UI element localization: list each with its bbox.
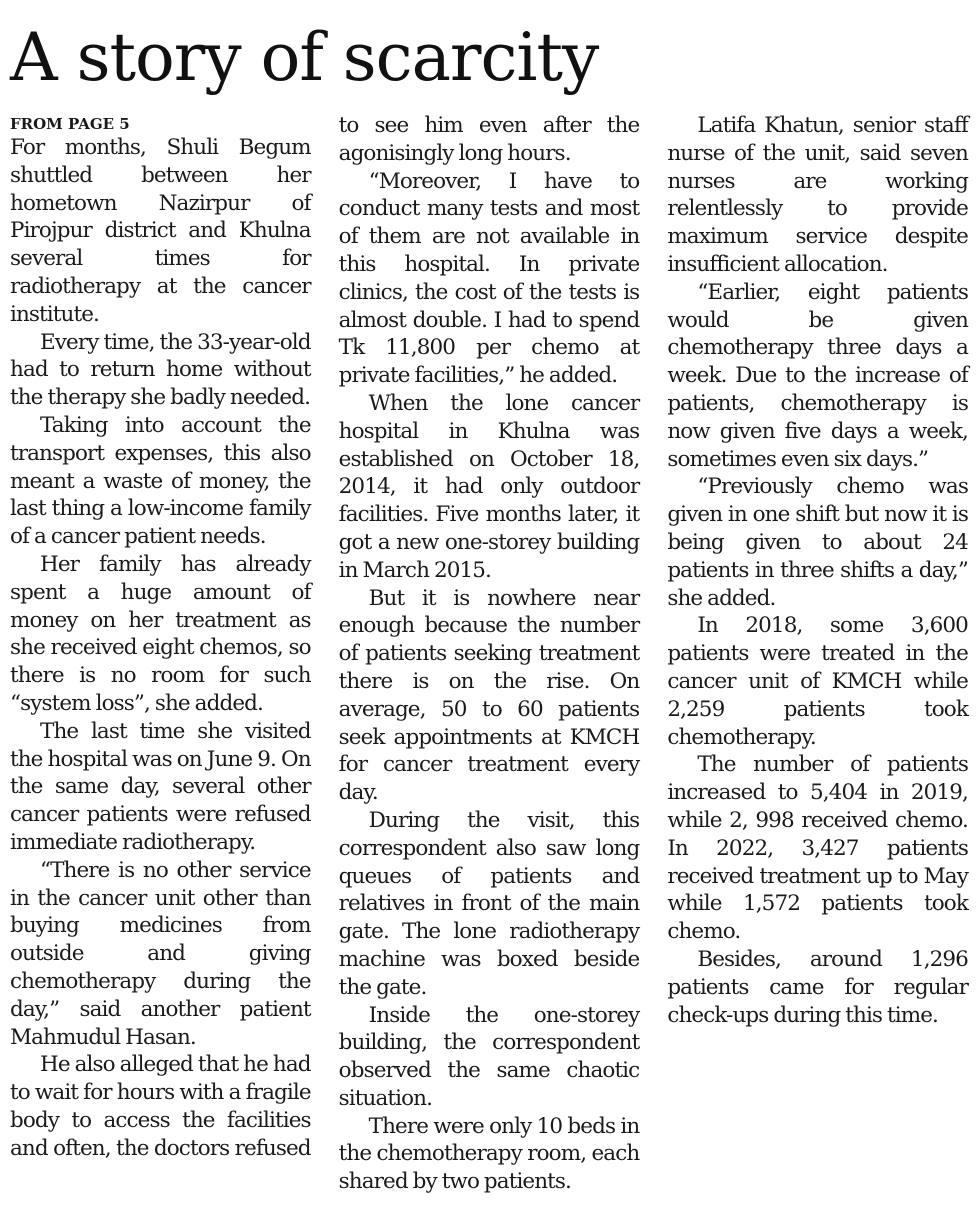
paragraph: The number of patients increased to 5,404 in 2019, while 2, 998 received chemo. In 2022, 3,427 patients received treatment up to May while 1,572 patients took chemo.: [667, 752, 968, 945]
paragraph: “Previously chemo was given in one shift but now it is being given to about 24 patients in three shifts a day,” she added.: [667, 474, 968, 611]
paragraph: Latifa Khatun, senior staff nurse of the unit, said seven nurses are working relentlessly to provide maximum service despite insufficient allocation.: [667, 113, 968, 277]
paragraph: For months, Shuli Begum shuttled between her hometown Nazirpur of Pirojpur district and Khulna several times for radiotherapy at the cancer institute.: [10, 135, 311, 327]
paragraph: Every time, the 33-year-old had to return home without the therapy she badly needed.: [10, 329, 311, 411]
paragraph: “There is no other service in the cancer unit other than buying medicines from outside and giving chemotherapy during the day,” said another patient Mahmudul Hasan.: [10, 857, 311, 1050]
paragraph: Inside the one-storey building, the correspondent observed the same chaotic situation.: [338, 1002, 640, 1111]
paragraph: Her family has already spent a huge amount of money on her treatment as she received eight chemos, so there is no room for such “system loss”, she added.: [10, 551, 311, 716]
paragraph: Taking into account the transport expenses, this also meant a waste of money, the last thing a low-income family of a cancer patient needs.: [10, 412, 311, 550]
paragraph: Besides, around 1,296 patients came for regular check-ups during this time.: [667, 946, 968, 1028]
paragraph: When the lone cancer hospital in Khulna was established on October 18, 2014, it had only outdoor facilities. Five months later, it got a new one-storey building in March 2015.: [338, 390, 640, 583]
paragraph: “Earlier, eight patients would be given chemotherapy three days a week. Due to the increase of patients, chemotherapy is now given five days a week, sometimes even six days.”: [667, 279, 968, 472]
headline: A story of scarcity: [10, 19, 599, 96]
paragraph: But it is nowhere near enough because the number of patients seeking treatment there is on the rise. On average, 50 to 60 patients seek appointments at KMCH for cancer treatment every day.: [338, 585, 640, 806]
paragraph: In 2018, some 3,600 patients were treated in the cancer unit of KMCH while 2,259 patients took chemotherapy.: [667, 613, 968, 750]
paragraph: He also alleged that he had to wait for hours with a fragile body to access the facilities and often, the doctors refused to see him even after the agonisingly long hours.: [10, 113, 640, 1161]
paragraph: “Moreover, I have to conduct many tests and most of them are not available in this hospital. In private clinics, the cost of the tests is almost double. I had to spend Tk 11,800 per chemo at private facilities,” he added.: [338, 168, 640, 389]
paragraph: There were only 10 beds in the chemotherapy room, each shared by two patients.: [338, 1113, 640, 1195]
kicker-from-page: FROM PAGE 5: [10, 115, 130, 133]
paragraph: During the visit, this correspondent also saw long queues of patients and relatives in front of the main gate. The lone radiotherapy machine was boxed beside the gate.: [338, 807, 640, 1000]
paragraph: The last time she visited the hospital was on June 9. On the same day, several other cancer patients were refused immediate radiotherapy.: [10, 718, 311, 855]
article-body: [10, 112, 968, 1197]
